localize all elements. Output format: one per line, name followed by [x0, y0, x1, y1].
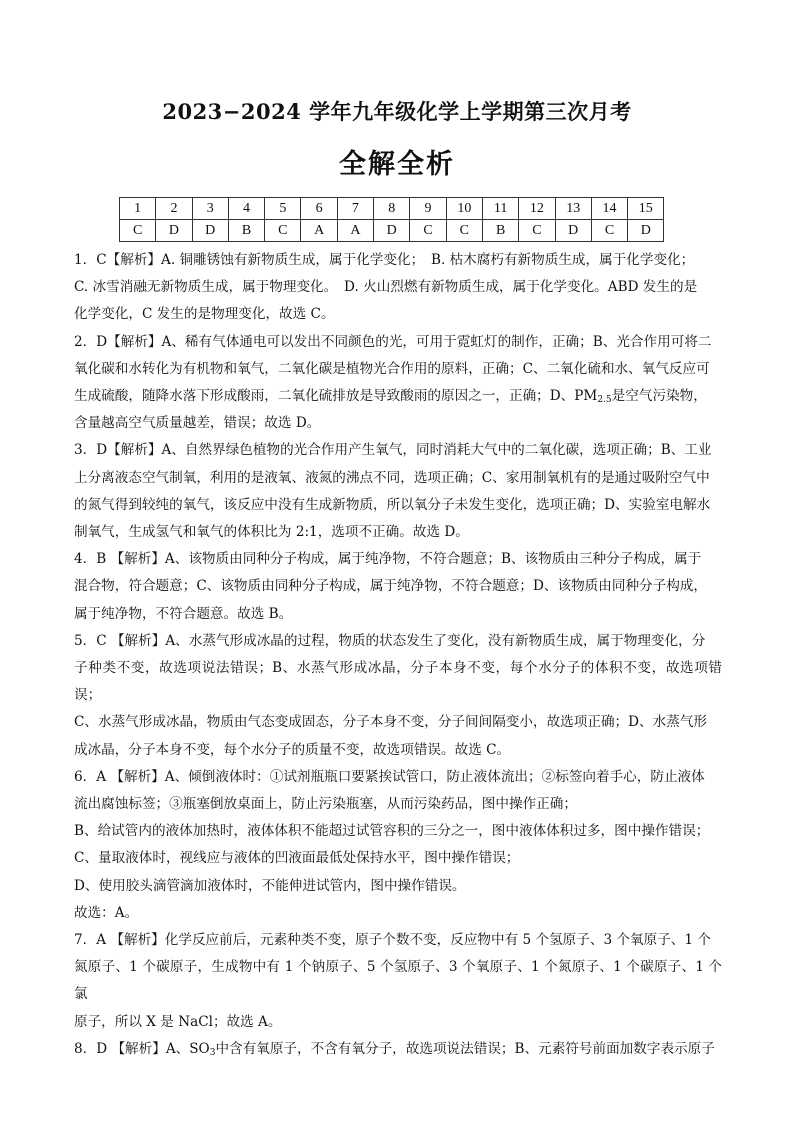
text-line: 氧化碳和水转化为有机物和氧气，二氧化碳是植物光合作用的原料，正确；C、二氧化硫和水、氧气反应可 [74, 360, 710, 377]
question-number-cell: 11 [482, 198, 518, 220]
answer-cell: C [591, 220, 627, 242]
question-number-cell: 14 [591, 198, 627, 220]
solution-text [74, 247, 722, 1063]
text-line: 生成硫酸，随降水落下形成酸雨，二氧化硫排放是导致酸雨的原因之一，正确；D、$PM_{2.5}$是空气污染物， [74, 388, 707, 406]
text-line: C、水蒸气形成冰晶，物质由气态变成固态，分子本身不变，分子间间隔变小，故选项正确；D、水蒸气形 [74, 714, 708, 731]
question-number-cell: 6 [301, 198, 337, 220]
text-line: 6．A 【解析】A、倾倒液体时：①试剂瓶瓶口要紧挨试管口，防止液体流出；②标签向着手心，防止液体 [74, 768, 705, 785]
answer-table-answer-row [120, 220, 664, 242]
text-line: B、给试管内的液体加热时，液体体积不能超过试管容积的三分之一，图中液体体积过多，图中操作错误； [74, 823, 710, 840]
text-line: 1．C【解析】A. 铜雕锈蚀有新物质生成，属于化学变化； B. 枯木腐朽有新物质生成，属于化学变化； [74, 252, 695, 268]
text-line: 5．C 【解析】A、水蒸气形成冰晶的过程，物质的状态发生了变化，没有新物质生成，属于物理变化，分 [74, 632, 706, 649]
answer-cell: D [192, 220, 228, 242]
text-line: 制氧气，生成氢气和氧气的体积比为 2:1，选项不正确。故选 D。 [74, 524, 469, 541]
text-line: 3．D【解析】A、自然界绿色植物的光合作用产生氧气，同时消耗大气中的二氧化碳，选项正确；B、工业 [74, 442, 712, 459]
answer-cell: C [265, 220, 301, 242]
question-number-cell: 7 [337, 198, 373, 220]
answer-cell: C [120, 220, 156, 242]
answer-table-number-row [120, 198, 664, 220]
question-number-cell: 13 [555, 198, 591, 220]
question-number-cell: 15 [628, 198, 664, 220]
answer-cell: D [555, 220, 591, 242]
question-number-cell: 10 [446, 198, 482, 220]
text-line: 7．A 【解析】化学反应前后，元素种类不变，原子个数不变，反应物中有 5 个氢原子、3 个氧原子、1 个 [74, 932, 711, 949]
answer-cell: D [628, 220, 664, 242]
answer-cell: B [228, 220, 264, 242]
page-title: 2023−2024 学年九年级化学上学期第三次月考 [162, 99, 632, 124]
question-number-cell: 4 [228, 198, 264, 220]
text-line: 混合物，符合题意；C、该物质由同种分子构成，属于纯净物，不符合题意；D、该物质由同种分子构成， [74, 578, 708, 595]
text-line: 成冰晶，分子本身不变，每个水分子的质量不变，故选项错误。故选 C。 [74, 741, 511, 758]
text-line: 子种类不变，故选项说法错误；B、水蒸气形成冰晶，分子本身不变，每个水分子的体积不变，故选项错误； [74, 660, 722, 704]
text-line: 上分离液态空气制氧，利用的是液氧、液氮的沸点不同，选项正确；C、家用制氧机有的是通过吸附空气中 [74, 469, 710, 486]
text-line: 原子，所以 X 是 NaCl；故选 A。 [74, 1013, 282, 1030]
question-number-cell: 8 [374, 198, 410, 220]
question-number-cell: 9 [410, 198, 446, 220]
text-line: 故选：A。 [74, 904, 139, 921]
answer-cell: A [301, 220, 337, 242]
answer-cell: C [446, 220, 482, 242]
text-line: 含量越高空气质量越差，错误；故选 D。 [74, 415, 321, 432]
answer-cell: D [374, 220, 410, 242]
answer-cell: C [519, 220, 555, 242]
text-line: 2．D【解析】A、稀有气体通电可以发出不同颜色的光，可用于霓虹灯的制作，正确；B、光合作用可将二 [74, 333, 712, 350]
text-line: 化学变化，C 发生的是物理变化，故选 C。 [74, 306, 335, 323]
question-number-cell: 5 [265, 198, 301, 220]
text-line: 属于纯净物，不符合题意。故选 B。 [74, 605, 293, 622]
answer-table [119, 197, 664, 242]
question-number-cell: 2 [156, 198, 192, 220]
question-number-cell: 3 [192, 198, 228, 220]
answer-cell: A [337, 220, 373, 242]
question-number-cell: 1 [120, 198, 156, 220]
question-number-cell: 12 [519, 198, 555, 220]
text-line: 流出腐蚀标签；③瓶塞倒放桌面上，防止污染瓶塞，从而污染药品，图中操作正确； [74, 796, 577, 813]
text-line: 的氮气得到较纯的氧气，该反应中没有生成新物质，所以氧分子未发生变化，选项正确；D、实验室电解水 [74, 496, 711, 513]
page-subtitle: 全解全析 [339, 149, 455, 180]
text-line: C. 冰雪消融无新物质生成，属于物理变化。 D. 火山烈燃有新物质生成，属于化学变化。ABD 发生的是 [74, 279, 698, 296]
text-line: 8．D 【解析】A、$SO_3$中含有氧原子，不含有氧分子，故选项说法错误；B、元素符号前面加数字表示原子 [74, 1040, 715, 1058]
text-line: 氮原子、1 个碳原子，生成物中有 1 个钠原子、5 个氢原子、3 个氧原子、1 个氮原子、1 个碳原子、1 个氯 [74, 959, 722, 1003]
text-line: 4．B 【解析】A、该物质由同种分子构成，属于纯净物，不符合题意；B、该物质由三种分子构成，属于 [74, 551, 702, 568]
answer-cell: C [410, 220, 446, 242]
answer-cell: B [482, 220, 518, 242]
text-line: D、使用胶头滴管滴加液体时，不能伸进试管内，图中操作错误。 [74, 877, 466, 894]
text-line: C、量取液体时，视线应与液体的凹液面最低处保持水平，图中操作错误； [74, 850, 520, 867]
answer-cell: D [156, 220, 192, 242]
